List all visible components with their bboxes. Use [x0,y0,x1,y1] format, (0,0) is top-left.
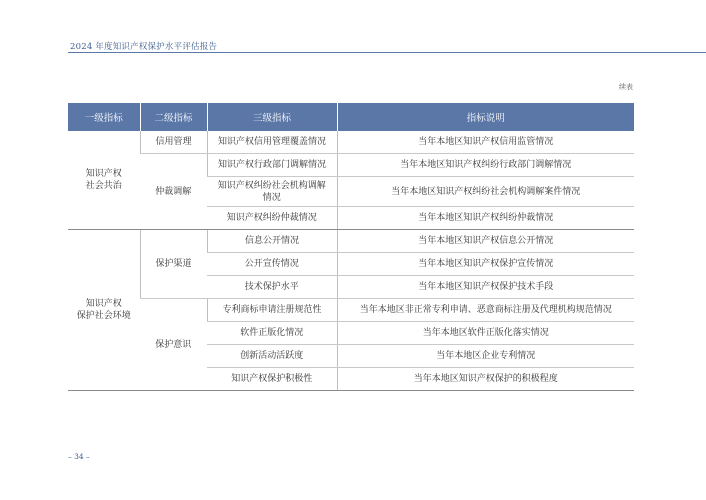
level3-indicator: 信息公开情况 [207,230,337,253]
indicator-description: 当年本地区知识产权纠纷社会机构调解案件情况 [337,177,634,207]
level3-indicator: 知识产权纠纷仲裁情况 [207,207,337,230]
table-header-row [68,103,634,131]
level2-indicator: 仲裁调解 [140,154,207,230]
table-row [68,230,634,253]
continued-label: 续表 [619,83,633,91]
indicator-description: 当年本地区企业专利情况 [337,345,634,368]
level2-indicator: 信用管理 [140,131,207,154]
indicator-description: 当年本地区软件正版化落实情况 [337,322,634,345]
table-row [68,131,634,154]
indicator-description: 当年本地区非正常专利申请、恶意商标注册及代理机构规范情况 [337,299,634,322]
column-header: 指标说明 [337,103,634,131]
level3-indicator: 知识产权保护积极性 [207,368,337,391]
level3-indicator: 公开宣传情况 [207,253,337,276]
indicator-description: 当年本地区知识产权纠纷行政部门调解情况 [337,154,634,177]
indicator-description: 当年本地区知识产权保护宣传情况 [337,253,634,276]
column-header: 三级指标 [207,103,337,131]
report-title: 2024 年度知识产权保护水平评估报告 [70,42,218,52]
level3-indicator: 知识产权行政部门调解情况 [207,154,337,177]
indicator-description: 当年本地区知识产权保护的积极程度 [337,368,634,391]
level3-indicator: 知识产权纠纷社会机构调解 情况 [207,177,337,207]
level2-indicator: 保护意识 [140,299,207,391]
level3-indicator: 知识产权信用管理覆盖情况 [207,131,337,154]
column-header: 二级指标 [140,103,207,131]
table-row [68,154,634,177]
level3-indicator: 创新活动活跃度 [207,345,337,368]
level1-indicator: 知识产权 社会共治 [68,131,140,230]
indicator-table [68,103,634,391]
level2-indicator: 保护渠道 [140,230,207,299]
indicator-description: 当年本地区知识产权信息公开情况 [337,230,634,253]
table-row [68,299,634,322]
level3-indicator: 技术保护水平 [207,276,337,299]
level3-indicator: 专利商标申请注册规范性 [207,299,337,322]
column-header: 一级指标 [68,103,140,131]
page-number: – 34 – [68,452,90,461]
indicator-description: 当年本地区知识产权纠纷仲裁情况 [337,207,634,230]
indicator-description: 当年本地区知识产权保护技术手段 [337,276,634,299]
header-rule [68,52,706,53]
level3-indicator: 软件正版化情况 [207,322,337,345]
indicator-description: 当年本地区知识产权信用监管情况 [337,131,634,154]
level1-indicator: 知识产权 保护社会环境 [68,230,140,391]
